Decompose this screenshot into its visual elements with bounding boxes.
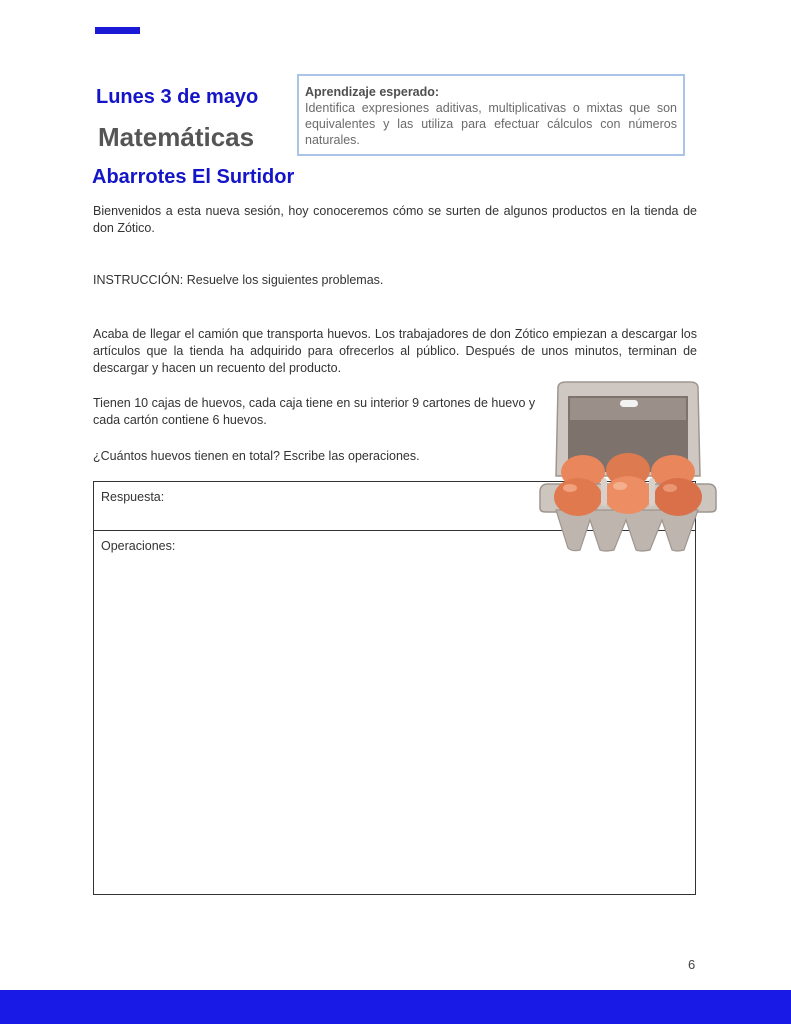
learning-objective-title: Aprendizaje esperado: <box>305 85 440 99</box>
question-paragraph: ¿Cuántos huevos tienen en total? Escribe las operaciones. <box>93 449 420 463</box>
page-number: 6 <box>688 957 696 972</box>
lesson-date: Lunes 3 de mayo <box>96 86 259 108</box>
footer-band <box>0 990 791 1024</box>
problem-data-paragraph: Tienen 10 cajas de huevos, cada caja tiene en su interior 9 cartones de huevo y cada cartón contiene 6 huevos. <box>93 396 536 427</box>
operations-box[interactable] <box>93 530 696 895</box>
operations-label: Operaciones: <box>101 539 176 553</box>
subject-title: Matemáticas <box>98 122 255 152</box>
learning-objective-box <box>297 74 685 156</box>
lesson-title: Abarrotes El Surtidor <box>92 166 295 188</box>
egg-carton-icon <box>538 380 718 552</box>
answer-label: Respuesta: <box>101 490 165 504</box>
instruction-paragraph: INSTRUCCIÓN: Resuelve los siguientes problemas. <box>93 273 384 287</box>
story-paragraph: Acaba de llegar el camión que transporta huevos. Los trabajadores de don Zótico empiezan a descargar los artículos que la tienda ha adquirido para ofrecerlos al público. Después de unos minutos, terminan de descargar y hacen un recuento del producto. <box>93 327 697 375</box>
learning-objective-text: Identifica expresiones aditivas, multiplicativas o mixtas que son equivalentes y las utiliza para efectuar cálculos con números naturales. <box>305 101 677 147</box>
top-accent-bar <box>95 27 140 34</box>
intro-paragraph: Bienvenidos a esta nueva sesión, hoy conoceremos cómo se surten de algunos productos en la tienda de don Zótico. <box>93 204 697 235</box>
